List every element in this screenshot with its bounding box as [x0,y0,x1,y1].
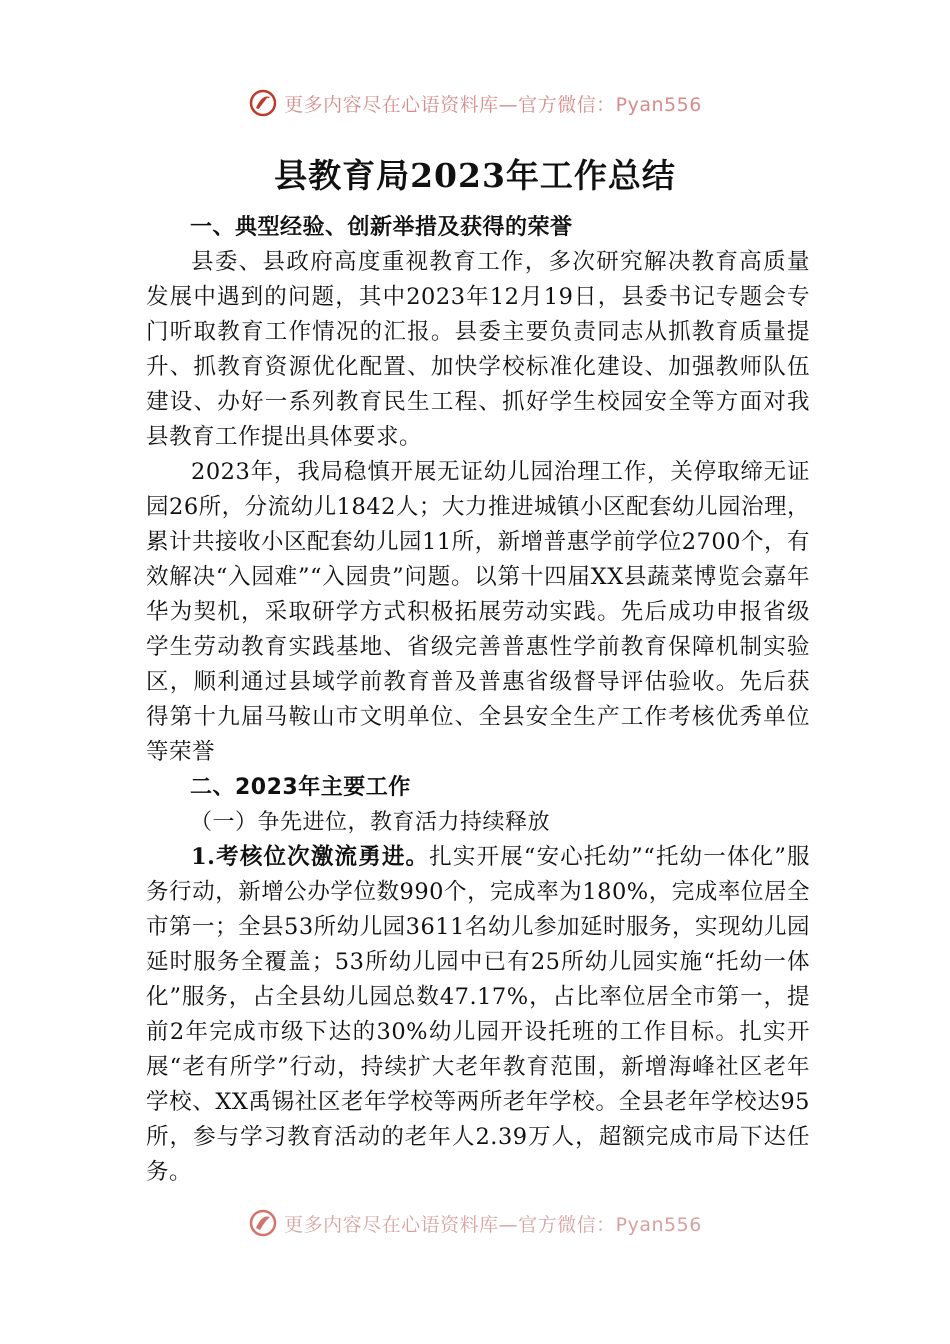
paragraph-1: 县委、县政府高度重视教育工作，多次研究解决教育高质量发展中遇到的问题，其中2023年12月19日，县委书记专题会专门听取教育工作情况的汇报。县委主要负责同志从抓教育质量提升、抓教育资源优化配置、加快学校标准化建设、加强教师队伍建设、办好一系列教育民生工程、抓好学生校园安全等方面对我县教育工作提出具体要求。 [146,249,810,450]
watermark-logo-icon [248,88,278,123]
item-1-lead: 1.考核位次激流勇进。 [191,844,430,870]
subsection1-heading: （一）争先进位，教育活力持续释放 [190,810,551,835]
item-1-body: 扎实开展“安心托幼”“托幼一体化”服务行动，新增公办学位数990个，完成率为180%，完成率位居全市第一；全县53所幼儿园3611名幼儿参加延时服务，实现幼儿园延时服务全覆盖；53所幼儿园中已有25所幼儿园实施“托幼一体化”服务，占全县幼儿园总数47.17%，占比率位居全市第一，提前2年完成市级下达的30%幼儿园开设托班的工作目标。扎实开展“老有所学”行动，持续扩大老年教育范围，新增海峰社区老年学校、XX禹锡社区老年学校等两所老年学校。全县老年学校达95所，参与学习教育活动的老年人2.39万人，超额完成市局下达任务。 [146,844,810,1185]
paragraph-2: 2023年，我局稳慎开展无证幼儿园治理工作，关停取缔无证园26所，分流幼儿1842人；大力推进城镇小区配套幼儿园治理，累计共接收小区配套幼儿园11所，新增普惠学前学位2700个，有效解决“入园难”“入园贵”问题。以第十四届XX县蔬菜博览会嘉年华为契机，采取研学方式积极拓展劳动实践。先后成功申报省级学生劳动教育实践基地、省级完善普惠性学前教育保障机制实验区，顺利通过县域学前教育普及普惠省级督导评估验收。先后获得第十九届马鞍山市文明单位、全县安全生产工作考核优秀单位等荣誉 [146,459,810,765]
document-body [146,210,810,1190]
footer-watermark [0,1208,950,1243]
header-watermark-text: 更多内容尽在心语资料库—官方微信：Pyan556 [284,94,702,116]
header-watermark [0,88,950,123]
document-title: 县教育局2023年工作总结 [274,156,676,195]
footer-watermark-text: 更多内容尽在心语资料库—官方微信：Pyan556 [284,1214,702,1236]
watermark-logo-icon-footer [248,1208,278,1243]
item-1-paragraph [146,840,810,1190]
section2-heading: 二、2023年主要工作 [190,775,411,800]
section1-heading: 一、典型经验、创新举措及获得的荣誉 [190,215,573,240]
